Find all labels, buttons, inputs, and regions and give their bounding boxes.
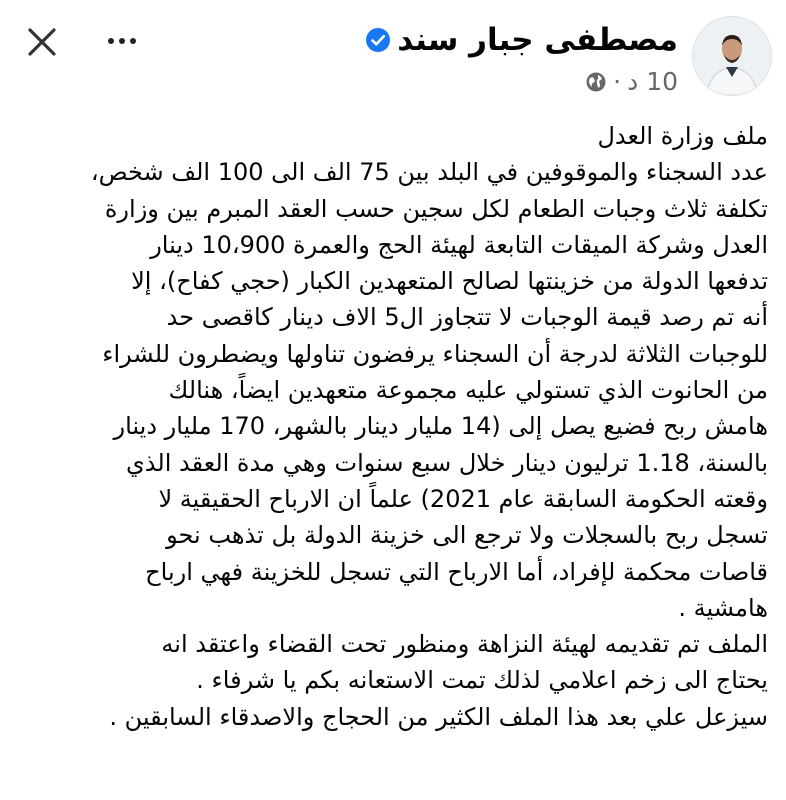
post-line: تكلفة ثلاث وجبات الطعام لكل سجين حسب العقد المبرم بين وزارة [104, 194, 768, 223]
post-line: وقعته الحكومة السابقة عام 2021) علماً ان الارباح الحقيقية لا [158, 484, 768, 513]
avatar[interactable] [692, 16, 772, 96]
close-button[interactable] [20, 20, 64, 64]
close-icon [27, 27, 57, 57]
post-line: الملف تم تقديمه لهيئة النزاهة ومنظور تحت القضاء واعتقد انه [161, 630, 768, 659]
post-meta [585, 66, 678, 98]
verified-badge-icon [365, 27, 391, 53]
author-name[interactable]: مصطفى جبار سند [397, 22, 678, 58]
post-line: يحتاج الى زخم اعلامي لذلك تمت الاستعانه بكم يا شرفاء . [196, 666, 768, 695]
author-row [365, 20, 678, 60]
post-line: هامش ربح فضيع يصل إلى (14 مليار دينار بالشهر، 170 مليار دينار [113, 412, 768, 441]
post-time[interactable]: 10 د [627, 67, 678, 96]
post-line: للوجبات الثلاثة لدرجة أن السجناء يرفضون تناولها ويضطرون للشراء [102, 339, 768, 368]
post-line: عدد السجناء والموقوفين في البلد بين 75 الف الى 100 الف شخص، [90, 158, 768, 187]
profile-photo-icon [693, 17, 771, 95]
more-options-button[interactable] [100, 26, 144, 56]
post-line: ملف وزارة العدل [597, 122, 768, 150]
globe-icon[interactable] [585, 71, 607, 93]
post-line: تدفعها الدولة من خزينتها لصالح المتعهدين الكبار (حجي كفاح)، إلا [131, 267, 768, 296]
post-line: بالسنة، 1.18 ترليون دينار خلال سبع سنوات وهي مدة العقد الذي [126, 448, 768, 477]
post-line: العدل وشركة الميقات التابعة لهيئة الحج والعمرة 10،900 دينار [150, 230, 768, 259]
post-line: تسجل ربح بالسجلات ولا ترجع الى خزينة الدولة بل تذهب نحو [166, 521, 768, 550]
post-line: سيزعل علي بعد هذا الملف الكثير من الحجاج والاصدقاء السابقين . [109, 702, 768, 731]
post-line: هامشية . [678, 593, 768, 622]
meta-separator: · [613, 67, 622, 96]
post-line: من الحانوت الذي تستولي عليه مجموعة متعهدين ايضاً، هنالك [168, 376, 768, 405]
post-header [0, 0, 786, 112]
post-body [16, 118, 768, 735]
more-options-icon [108, 38, 114, 44]
more-options-dot [119, 38, 125, 44]
post-line: أنه تم رصد قيمة الوجبات لا تتجاوز ال5 الاف دينار كاقصى حد [166, 303, 768, 332]
more-options-dot [130, 38, 136, 44]
post-line: قاصات محكمة لإفراد، أما الارباح التي تسجل للخزينة فهي ارباح [145, 557, 768, 586]
